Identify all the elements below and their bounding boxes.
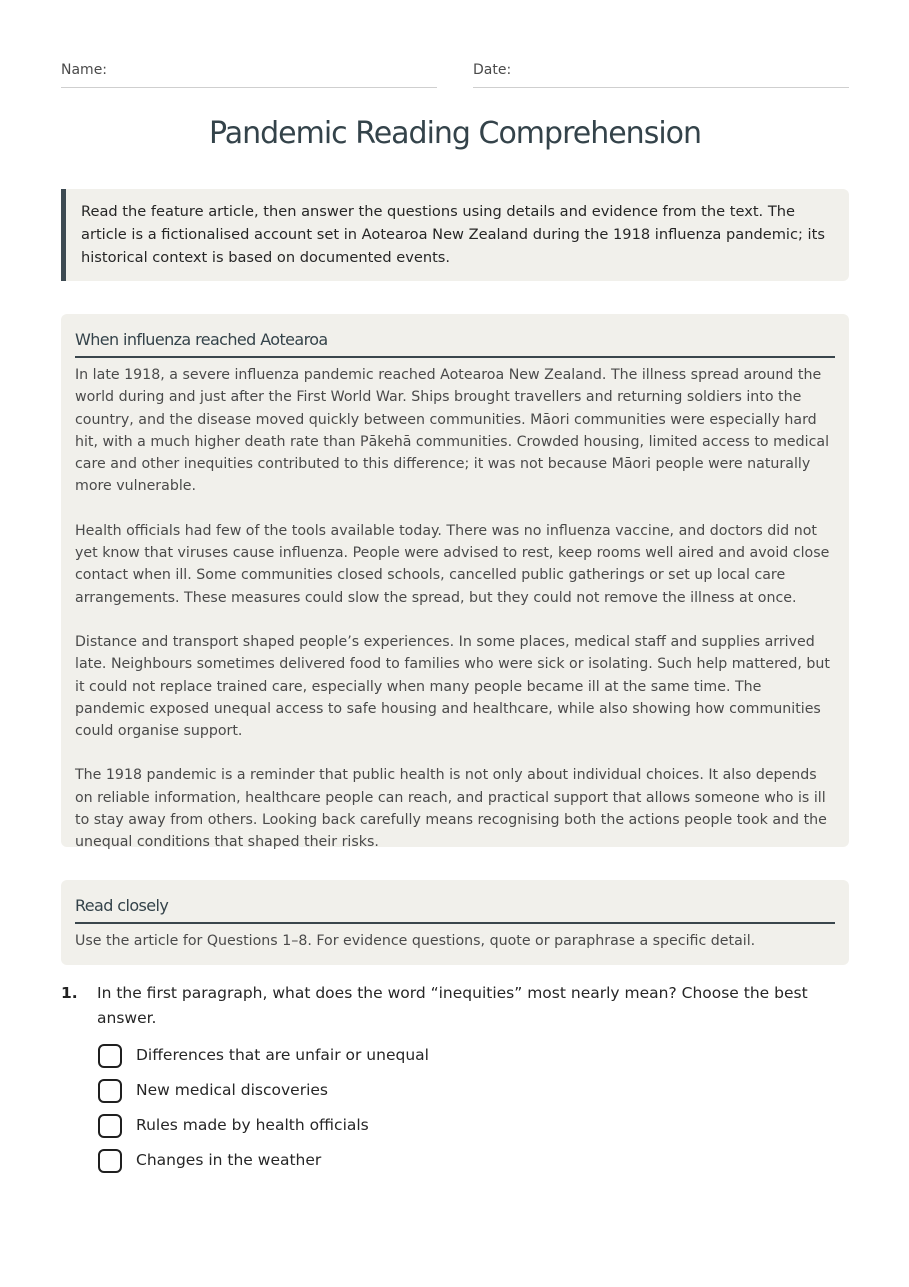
question-text: In the first paragraph, what does the word “inequities” most nearly mean? Choose the best answer. (97, 984, 808, 1027)
answer-option[interactable] (97, 1042, 797, 1077)
article-box (61, 314, 849, 851)
answer-option-label: Changes in the weather (136, 1151, 322, 1169)
question-number: 1. (61, 984, 78, 1002)
answer-option-label: Rules made by health officials (136, 1116, 369, 1134)
answer-checkbox[interactable] (98, 1149, 122, 1173)
article-heading: When influenza reached Aotearoa (75, 328, 835, 358)
answer-checkbox[interactable] (98, 1079, 122, 1103)
read-closely-box (61, 880, 849, 965)
page-title: Pandemic Reading Comprehension (208, 116, 702, 151)
article-paragraph: The 1918 pandemic is a reminder that public health is not only about individual choices. It also depends on reliable information, healthcare people can reach, and practical support that allows someone who is ill to stay away from others. Looking back carefully means recognising both the actions people took and the unequal conditions that shaped their risks. (75, 767, 827, 851)
answer-checkbox[interactable] (98, 1114, 122, 1138)
answer-option[interactable] (97, 1077, 797, 1112)
article-paragraph: In late 1918, a severe influenza pandemic reached Aotearoa New Zealand. The illness spread around the world during and just after the First World War. Ships brought travellers and returning soldiers into the country, and the disease moved quickly between communities. Māori communities were especially hard hit, with a much higher death rate than Pākehā communities. Crowded housing, limited access to medical care and other inequities contributed to this difference; it was not because Māori people were naturally more vulnerable. (75, 367, 830, 495)
instructions-box: Read the feature article, then answer the questions using details and evidence from the text. The article is a fictionalised account set in Aotearoa New Zealand during the 1918 influenza pandemic; its historical context is based on documented events. (61, 189, 849, 281)
read-closely-heading: Read closely (75, 894, 835, 924)
answer-option[interactable] (97, 1112, 797, 1147)
answer-options (97, 1042, 797, 1182)
article-paragraph: Health officials had few of the tools available today. There was no influenza vaccine, and doctors did not yet know that viruses cause influenza. People were advised to rest, keep rooms well aired and avoid close contact when ill. Some communities closed schools, cancelled public gatherings or set up local care arrangements. These measures could slow the spread, but they could not remove the illness at once. (75, 522, 830, 606)
answer-option-label: New medical discoveries (136, 1081, 328, 1099)
answer-checkbox[interactable] (98, 1044, 122, 1068)
date-label: Date: (473, 62, 512, 78)
name-field[interactable] (61, 60, 437, 88)
article-paragraph: Distance and transport shaped people’s experiences. In some places, medical staff and supplies arrived late. Neighbours sometimes delivered food to families who were sick or isolating. Such help mattered, but it could not replace trained care, especially when many people became ill at the same time. The pandemic exposed unequal access to safe housing and healthcare, while also showing how communities could organise support. (75, 633, 830, 740)
answer-option-label: Differences that are unfair or unequal (136, 1046, 429, 1064)
name-label: Name: (61, 62, 108, 78)
answer-option[interactable] (97, 1147, 797, 1182)
read-closely-note: Use the article for Questions 1–8. For evidence questions, quote or paraphrase a specific detail. (75, 933, 756, 949)
student-info-row (61, 60, 849, 88)
date-field[interactable] (473, 60, 849, 88)
